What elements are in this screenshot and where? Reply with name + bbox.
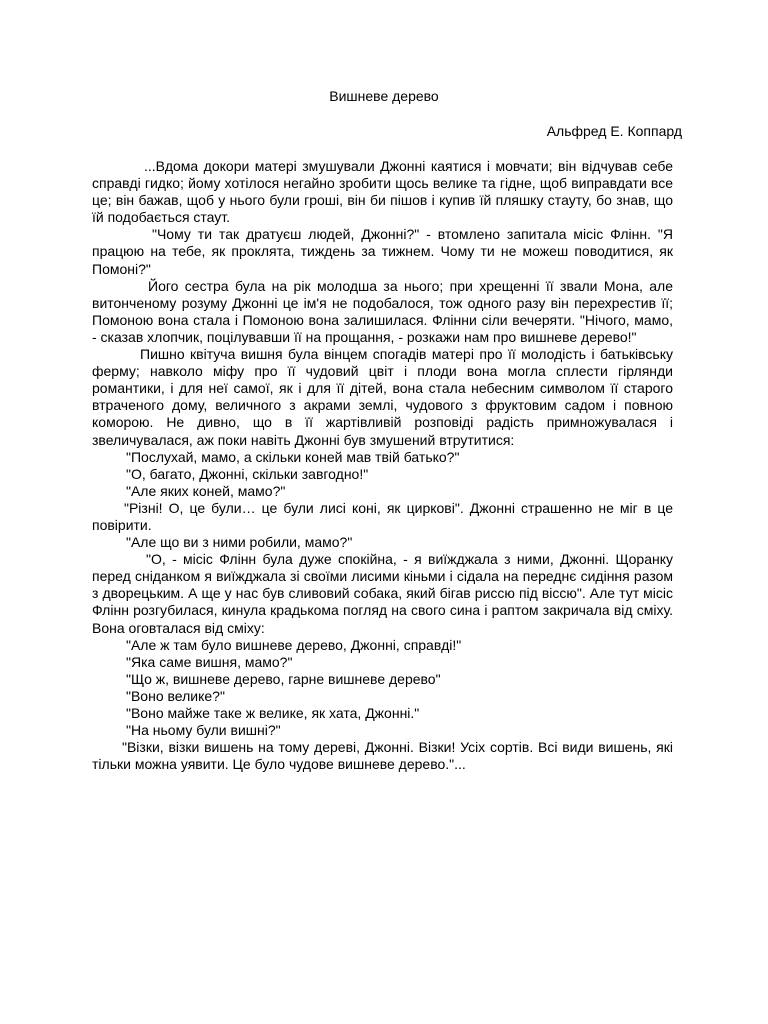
document-body — [92, 158, 673, 773]
paragraph: "Яка саме вишня, мамо?" — [126, 653, 293, 670]
paragraph: "Але що ви з ними робили, мамо?" — [126, 534, 353, 551]
paragraph: Пишно квітуча вишня була вінцем спогадів матері про її молодість і батьківську ферму; навколо міфу про її чудовий цвіт і плоди вона могла сплести гірлянди романтики, і для неї самої, як і для її дітей, вона стала небесним символом її старого втраченого дому, величного з акрами землі, чудового з фруктовим садом і повною коморою. Не дивно, що в її жартівливій розповіді радість примножувалася і звеличувалася, аж поки навіть Джонні був змушений втрутитися: — [92, 346, 673, 448]
paragraph: "О, - місіс Флінн була дуже спокійна, - я виїжджала з ними, Джонні. Щоранку перед сніданком я виїжджала зі своїми лисими кіньми і сідала на переднє сидіння разом з дворецьким. А ще у нас був сливовий собака, який бігав риссю під віссю". Але тут місіс Флінн розгубилася, кинула крадькома погляд на свого сина і раптом закричала від сміху. Вона оговталася від сміху: — [92, 551, 673, 636]
document-author: Альфред Е. Коппард — [546, 123, 682, 139]
paragraph: "Візки, візки вишень на тому дереві, Джонні. Візки! Усіх сортів. Всі види вишень, які тільки можна уявити. Це було чудове вишневе дерево."... — [92, 739, 673, 773]
paragraph: "Але ж там було вишневе дерево, Джонні, справді!" — [126, 636, 462, 653]
paragraph: ...Вдома докори матері змушували Джонні каятися і мовчати; він відчував себе справді гидко; йому хотілося негайно зробити щось велике та гідне, щоб виправдати все це; він бажав, щоб у нього були гроші, він би пішов і купив їй пляшку стауту, бо знав, що їй подобається стаут. — [92, 158, 673, 226]
paragraph: "На ньому були вишні?" — [126, 722, 281, 739]
paragraph: "Що ж, вишневе дерево, гарне вишневе дерево" — [126, 670, 441, 687]
paragraph: "Воно майже таке ж велике, як хата, Джонні." — [126, 705, 420, 721]
paragraph: "О, багато, Джонні, скільки завгодно!" — [126, 465, 369, 482]
paragraph: Його сестра була на рік молодша за нього; при хрещенні її звали Мона, але витонченому розуму Джонні це ім'я не подобалося, тож одного разу він перехрестив її; Помоною вона стала і Помоною вона залишилася. Флінни сіли вечеряти. "Нічого, мамо, - сказав хлопчик, поцілувавши її на прощання, - розкажи нам про вишневе дерево!" — [92, 277, 673, 345]
paragraph: "Послухай, мамо, а скільки коней мав твій батько?" — [126, 448, 460, 465]
document-title: Вишневе дерево — [329, 88, 439, 104]
paragraph: "Воно велике?" — [126, 687, 225, 704]
paragraph: "Чому ти так дратуєш людей, Джонні?" - втомлено запитала місіс Флінн. "Я працюю на тебе, як проклята, тиждень за тижнем. Чому ти не можеш поводитися, як Помоні?" — [92, 226, 673, 277]
paragraph: "Але яких коней, мамо?" — [126, 482, 286, 499]
paragraph: "Різні! О, це були… це були лисі коні, як циркові". Джонні страшенно не міг в це повірити. — [92, 499, 673, 533]
